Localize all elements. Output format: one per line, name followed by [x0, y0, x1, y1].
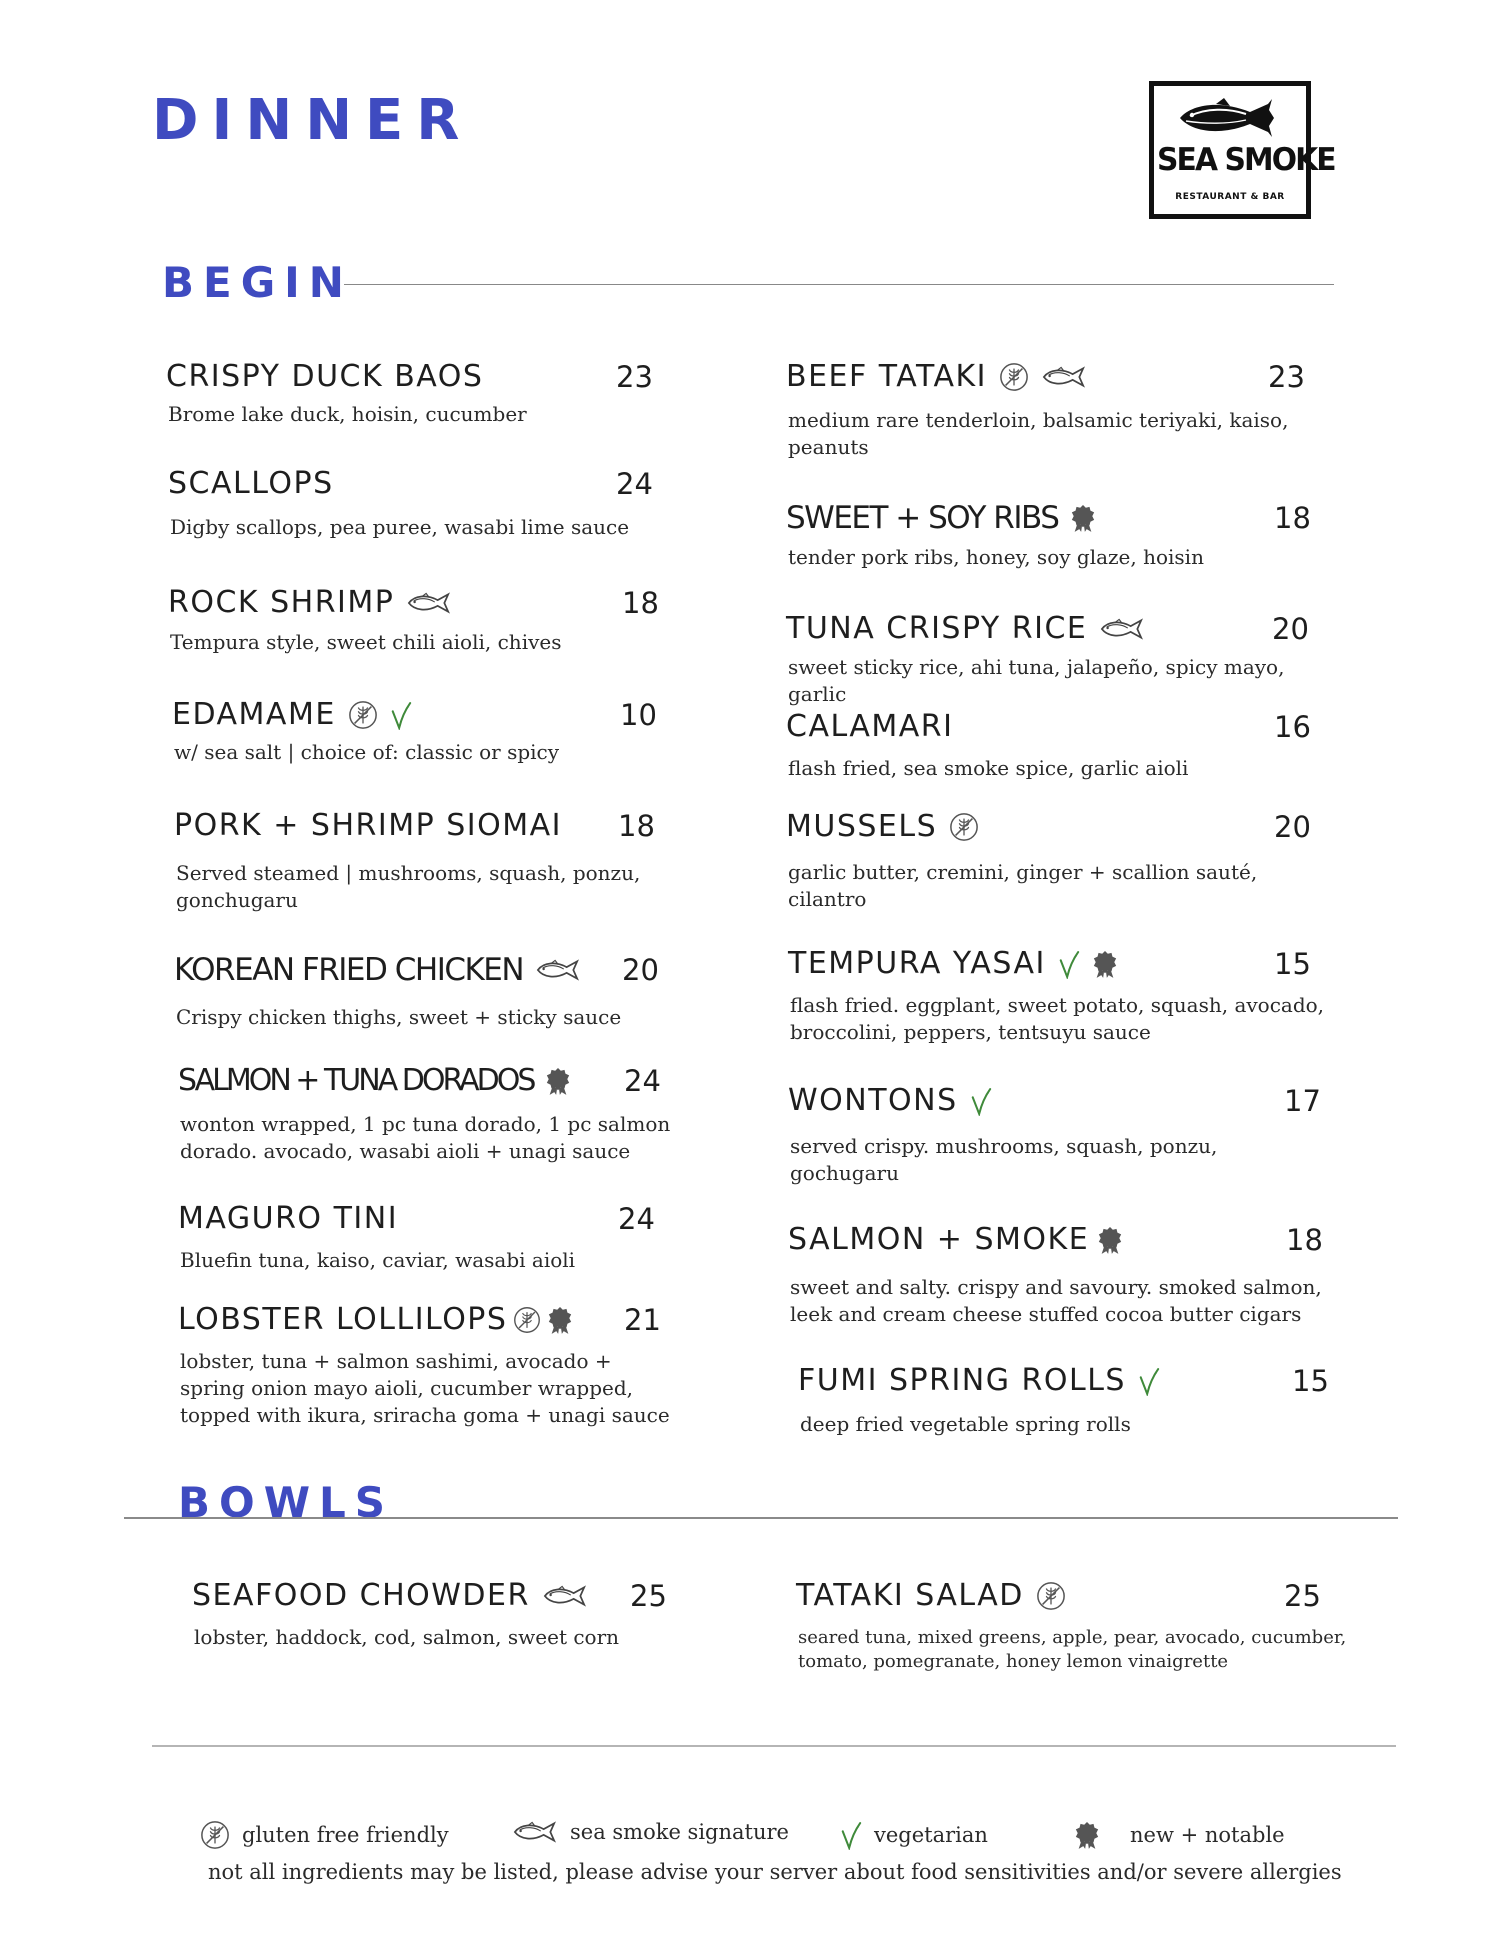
badge-icon — [1097, 1225, 1123, 1255]
badge-icon — [1070, 503, 1096, 533]
gluten-free-icon — [348, 700, 378, 730]
item-price: 16 — [1274, 710, 1311, 744]
badge-icon — [547, 1305, 573, 1335]
legend-label: gluten free friendly — [242, 1823, 449, 1847]
item-description: served crispy. mushrooms, squash, ponzu, gochugaru — [790, 1134, 1218, 1185]
item-name: MUSSELS — [786, 809, 979, 845]
gluten-free-icon — [513, 1306, 541, 1334]
item-price: 20 — [1272, 612, 1309, 646]
item-price: 23 — [1268, 360, 1305, 394]
fish-icon — [512, 1820, 558, 1844]
item-price: 18 — [618, 809, 655, 843]
item-name: TEMPURA YASAI — [788, 946, 1118, 982]
item-name: WONTONS — [788, 1083, 992, 1119]
begin-divider — [344, 284, 1334, 285]
item-description: medium rare tenderloin, balsamic teriyaki, kaiso, peanuts — [788, 408, 1289, 459]
item-name: PORK + SHRIMP SIOMAI — [174, 808, 562, 843]
item-price: 20 — [622, 953, 659, 987]
item-description: lobster, tuna + salmon sashimi, avocado + spring onion mayo aioli, cucumber wrapped, topped with ikura, sriracha goma + unagi sauce — [180, 1349, 670, 1427]
item-name: TUNA CRISPY RICE — [786, 611, 1145, 647]
item-description: Tempura style, sweet chili aioli, chives — [170, 630, 562, 654]
item-price: 17 — [1284, 1084, 1321, 1118]
item-price: 25 — [630, 1579, 667, 1613]
leaf-icon — [840, 1820, 862, 1850]
legend-gluten-free — [200, 1820, 449, 1850]
item-description: Digby scallops, pea puree, wasabi lime sauce — [170, 515, 630, 539]
item-description: flash fried. eggplant, sweet potato, squash, avocado, broccolini, peppers, tentsuyu sauce — [790, 993, 1325, 1044]
item-name: KOREAN FRIED CHICKEN — [174, 952, 581, 988]
sea-smoke-logo — [1149, 81, 1335, 219]
item-price: 21 — [624, 1303, 661, 1337]
legend-label: sea smoke signature — [570, 1820, 789, 1844]
badge-icon — [1092, 949, 1118, 979]
item-description: sweet and salty. crispy and savoury. smoked salmon, leek and cream cheese stuffed cocoa butter cigars — [790, 1275, 1322, 1326]
item-price: 25 — [1284, 1579, 1321, 1613]
leaf-icon — [970, 1086, 992, 1116]
leaf-icon — [1138, 1366, 1160, 1396]
item-price: 20 — [1274, 810, 1311, 844]
item-price: 24 — [624, 1064, 661, 1098]
fish-icon — [1099, 617, 1145, 641]
item-price: 18 — [1286, 1223, 1323, 1257]
item-price: 24 — [618, 1202, 655, 1236]
item-name: SWEET + SOY RIBS — [786, 500, 1096, 536]
item-price: 24 — [616, 467, 653, 501]
item-name: CRISPY DUCK BAOS — [166, 359, 484, 394]
legend-signature — [512, 1820, 789, 1844]
item-description: garlic butter, cremini, ginger + scallion sauté, cilantro — [788, 860, 1258, 911]
item-name: CALAMARI — [786, 709, 954, 744]
legend-label: new + notable — [1130, 1823, 1285, 1847]
allergy-note: not all ingredients may be listed, please advise your server about food sensitivities and/or severe allergies — [208, 1860, 1342, 1884]
item-description: lobster, haddock, cod, salmon, sweet corn — [194, 1625, 620, 1649]
logo-name: SEA SMOKE — [1157, 142, 1335, 178]
legend-new-notable — [1074, 1820, 1285, 1850]
item-name: FUMI SPRING ROLLS — [798, 1363, 1160, 1399]
gluten-free-icon — [999, 362, 1029, 392]
legend-label: vegetarian — [874, 1823, 988, 1847]
item-name: SALMON + SMOKE — [788, 1222, 1123, 1258]
item-price: 15 — [1274, 947, 1311, 981]
item-price: 10 — [620, 698, 657, 732]
item-price: 23 — [616, 360, 653, 394]
item-name: SCALLOPS — [168, 466, 334, 501]
leaf-icon — [1058, 949, 1080, 979]
footer-divider — [152, 1745, 1396, 1747]
gluten-free-icon — [200, 1820, 230, 1850]
fish-icon — [535, 958, 581, 982]
leaf-icon — [390, 700, 412, 730]
page-title: DINNER — [152, 88, 473, 153]
item-description: w/ sea salt | choice of: classic or spicy — [174, 740, 560, 764]
item-name: MAGURO TINI — [178, 1201, 399, 1236]
item-price: 18 — [622, 586, 659, 620]
legend-vegetarian — [840, 1820, 988, 1850]
fish-icon — [1041, 365, 1087, 389]
item-description: wonton wrapped, 1 pc tuna dorado, 1 pc salmon dorado. avocado, wasabi aioli + unagi sauce — [180, 1112, 671, 1163]
gluten-free-icon — [1036, 1581, 1066, 1611]
item-description: Brome lake duck, hoisin, cucumber — [168, 402, 527, 426]
item-description: sweet sticky rice, ahi tuna, jalapeño, spicy mayo, garlic — [788, 655, 1285, 706]
item-name: LOBSTER LOLLILOPS — [178, 1302, 573, 1338]
item-description: flash fried, sea smoke spice, garlic aioli — [788, 756, 1189, 780]
legend — [200, 1820, 1300, 1860]
fish-icon — [406, 591, 452, 615]
logo-subtitle: RESTAURANT & BAR — [1175, 192, 1285, 202]
section-title-begin: BEGIN — [162, 258, 353, 307]
item-name: EDAMAME — [172, 697, 412, 733]
item-description: tender pork ribs, honey, soy glaze, hoisin — [788, 545, 1204, 569]
bowls-divider — [124, 1517, 1398, 1519]
item-name: SALMON + TUNA DORADOS — [178, 1063, 571, 1099]
tuna-logo-icon — [1176, 96, 1288, 140]
gluten-free-icon — [949, 812, 979, 842]
badge-icon — [1074, 1820, 1100, 1850]
item-description: Bluefin tuna, kaiso, caviar, wasabi aioli — [180, 1248, 576, 1272]
item-name: TATAKI SALAD — [796, 1578, 1066, 1614]
item-name: ROCK SHRIMP — [168, 585, 452, 621]
section-title-bowls: BOWLS — [178, 1478, 395, 1527]
badge-icon — [545, 1066, 571, 1096]
item-description: deep fried vegetable spring rolls — [800, 1412, 1131, 1436]
item-description: Crispy chicken thighs, sweet + sticky sauce — [176, 1005, 622, 1029]
item-description: Served steamed | mushrooms, squash, ponzu, gonchugaru — [176, 861, 641, 912]
item-price: 18 — [1274, 501, 1311, 535]
item-name: BEEF TATAKI — [786, 359, 1087, 395]
fish-icon — [542, 1584, 588, 1608]
item-description: seared tuna, mixed greens, apple, pear, avocado, cucumber, tomato, pomegranate, honey lemon vinaigrette — [798, 1627, 1347, 1672]
item-name: SEAFOOD CHOWDER — [192, 1578, 588, 1614]
item-price: 15 — [1292, 1364, 1329, 1398]
